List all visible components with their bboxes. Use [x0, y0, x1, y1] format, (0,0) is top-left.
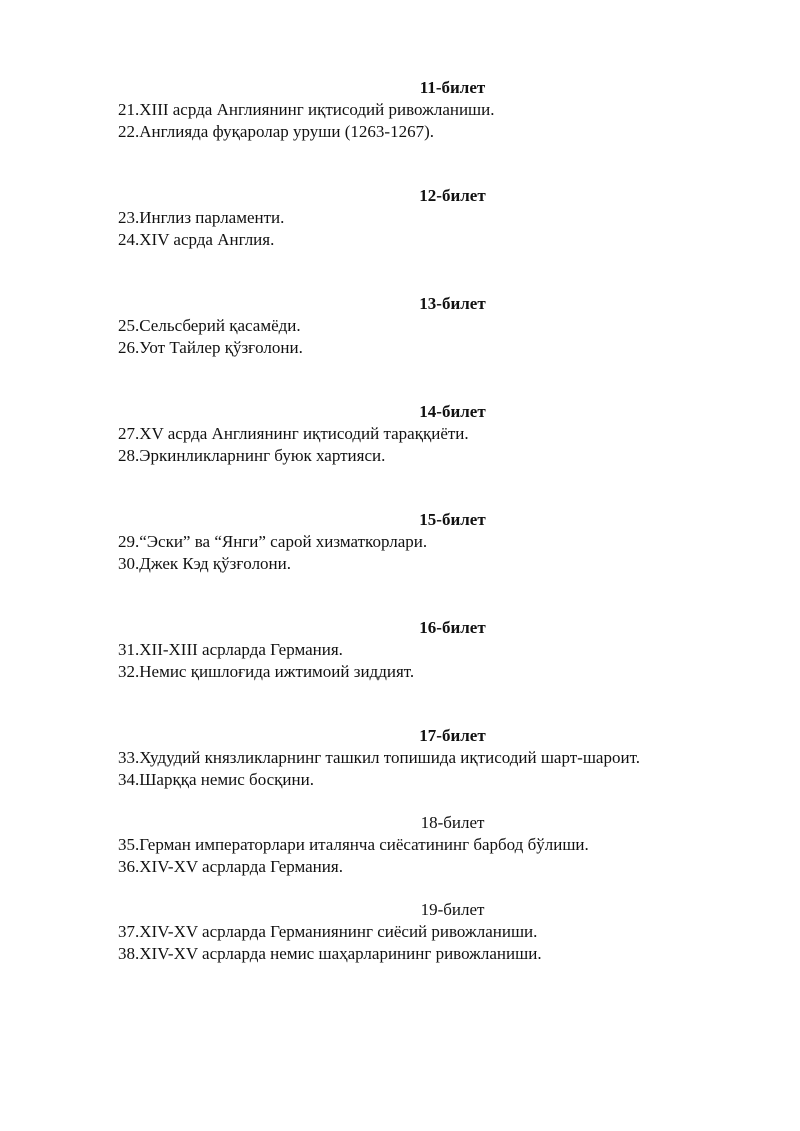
question-item: 25.Сельсберий қасамёди. [118, 316, 301, 335]
question-item: 33.Худудий князликларнинг ташкил топишида иқтисодий шарт-шароит. [118, 748, 640, 767]
question-item: 23.Инглиз парламенти. [118, 208, 285, 227]
question-item: 37.XIV-XV асрларда Германиянинг сиёсий ривожланиши. [118, 922, 538, 941]
ticket-title: 12-билет [419, 186, 486, 205]
question-item: 28.Эркинликларнинг буюк хартияси. [118, 446, 386, 465]
question-item: 32.Немис қишлоғида ижтимоий зиддият. [118, 662, 415, 681]
ticket-title: 18-билет [420, 813, 485, 832]
question-item: 21.XIII асрда Англиянинг иқтисодий ривожланиши. [118, 100, 495, 119]
question-item: 29.“Эски” ва “Янги” сарой хизматкорлари. [118, 532, 428, 551]
ticket-title: 11-билет [419, 78, 486, 97]
question-item: 22.Англияда фуқаролар уруши (1263-1267). [118, 122, 434, 141]
question-item: 30.Джек Кэд қўзғолони. [118, 554, 292, 573]
ticket-title: 14-билет [419, 402, 486, 421]
question-item: 27.XV асрда Англиянинг иқтисодий тараққиёти. [118, 424, 469, 443]
question-item: 36.XIV-XV асрларда Германия. [118, 857, 343, 876]
question-item: 34.Шарққа немис босқини. [118, 770, 314, 789]
ticket-title: 16-билет [419, 618, 486, 637]
question-item: 26.Уот Тайлер қўзғолони. [118, 338, 303, 357]
ticket-title: 15-билет [419, 510, 486, 529]
ticket-title: 13-билет [419, 294, 486, 313]
question-item: 31.XII-XIII асрларда Германия. [118, 640, 343, 659]
question-item: 24.XIV асрда Англия. [118, 230, 275, 249]
ticket-title: 17-билет [419, 726, 486, 745]
ticket-title: 19-билет [420, 900, 485, 919]
question-item: 38.XIV-XV асрларда немис шаҳарларининг ривожланиши. [118, 944, 542, 963]
question-item: 35.Герман императорлари италянча сиёсатининг барбод бўлиши. [118, 835, 589, 854]
